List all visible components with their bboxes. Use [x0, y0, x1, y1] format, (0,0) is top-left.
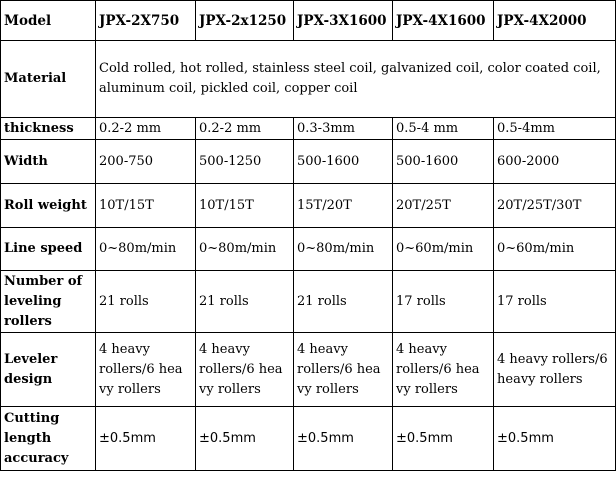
- table-cell: 15T/20T: [294, 184, 393, 228]
- row-label-line-speed: Line speed: [1, 228, 96, 271]
- table-row-line-speed: [1, 228, 616, 271]
- table-row-cutting-accuracy: [1, 407, 616, 471]
- table-cell: 0.2-2 mm: [196, 118, 294, 140]
- table-row-thickness: [1, 118, 616, 140]
- table-cell: 20T/25T: [393, 184, 494, 228]
- table-cell: 500-1600: [294, 140, 393, 184]
- table-cell: ±0.5mm: [196, 407, 294, 471]
- header-cell-jpx-3x1600: JPX-3X1600: [294, 1, 393, 41]
- table-cell: 0~60m/min: [494, 228, 616, 271]
- table-cell: ±0.5mm: [294, 407, 393, 471]
- table-row-leveler-design: [1, 333, 616, 407]
- table-cell: ±0.5mm: [96, 407, 196, 471]
- table-cell: 21 rolls: [196, 271, 294, 333]
- table-cell: 0~80m/min: [96, 228, 196, 271]
- table-cell: 0.3-3mm: [294, 118, 393, 140]
- table-cell: ±0.5mm: [494, 407, 616, 471]
- table-cell: 4 heavy rollers/6 hea vy rollers: [294, 333, 393, 407]
- table-cell: 0.5-4 mm: [393, 118, 494, 140]
- table-cell: 0~60m/min: [393, 228, 494, 271]
- table-cell: 17 rolls: [494, 271, 616, 333]
- table-cell: 0~80m/min: [294, 228, 393, 271]
- table-row-material: [1, 41, 616, 118]
- table-cell: 4 heavy rollers/6 hea vy rollers: [96, 333, 196, 407]
- row-label-thickness: thickness: [1, 118, 96, 140]
- material-value: Cold rolled, hot rolled, stainless steel coil, galvanized coil, color coated coil, aluminum coil, pickled coil, copper coil: [96, 41, 616, 118]
- table-cell: 200-750: [96, 140, 196, 184]
- row-label-roll-weight: Roll weight: [1, 184, 96, 228]
- table-cell: 20T/25T/30T: [494, 184, 616, 228]
- header-cell-jpx-2x750: JPX-2X750: [96, 1, 196, 41]
- header-cell-jpx-4x1600: JPX-4X1600: [393, 1, 494, 41]
- header-cell-model: Model: [1, 1, 96, 41]
- table-cell: 17 rolls: [393, 271, 494, 333]
- table-cell: 4 heavy rollers/6 hea vy rollers: [393, 333, 494, 407]
- table-row-leveling-rollers: [1, 271, 616, 333]
- row-label-leveler-design: Leveler design: [1, 333, 96, 407]
- table-cell: 500-1250: [196, 140, 294, 184]
- row-label-material: Material: [1, 41, 96, 118]
- header-cell-jpx-4x2000: JPX-4X2000: [494, 1, 616, 41]
- row-label-cutting-accuracy: Cutting length accuracy: [1, 407, 96, 471]
- header-row: [1, 1, 616, 41]
- table-cell: 21 rolls: [96, 271, 196, 333]
- table-row-roll-weight: [1, 184, 616, 228]
- row-label-width: Width: [1, 140, 96, 184]
- table-cell: ±0.5mm: [393, 407, 494, 471]
- table-cell: 600-2000: [494, 140, 616, 184]
- header-cell-jpx-2x1250: JPX-2x1250: [196, 1, 294, 41]
- table-cell: 0.5-4mm: [494, 118, 616, 140]
- table-cell: 4 heavy rollers/6 hea vy rollers: [196, 333, 294, 407]
- table-cell: 0.2-2 mm: [96, 118, 196, 140]
- row-label-leveling-rollers: Number of leveling rollers: [1, 271, 96, 333]
- table-cell: 0~80m/min: [196, 228, 294, 271]
- table-cell: 10T/15T: [96, 184, 196, 228]
- table-cell: 4 heavy rollers/6 heavy rollers: [494, 333, 616, 407]
- table-cell: 21 rolls: [294, 271, 393, 333]
- table-cell: 500-1600: [393, 140, 494, 184]
- table-cell: 10T/15T: [196, 184, 294, 228]
- table-row-width: [1, 140, 616, 184]
